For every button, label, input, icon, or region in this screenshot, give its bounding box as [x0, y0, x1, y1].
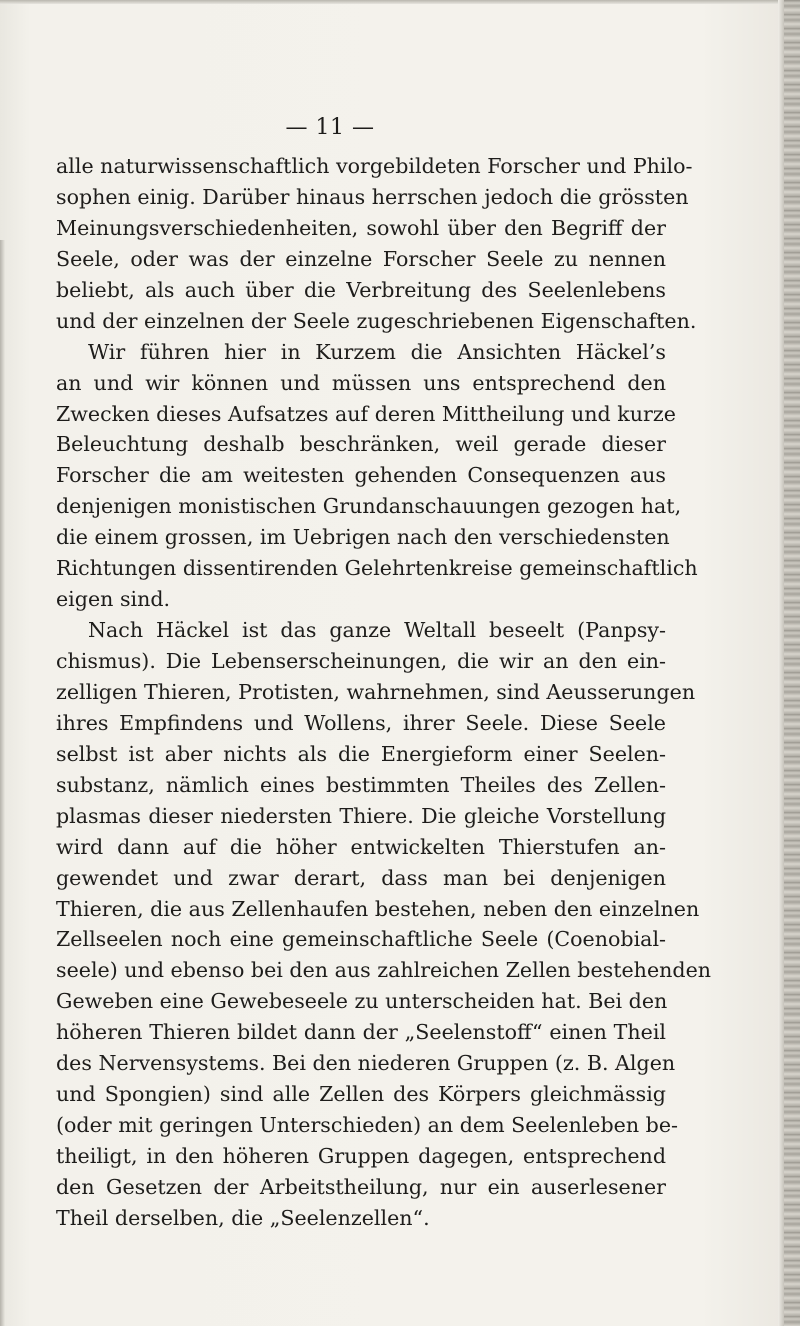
text-line: sophen einig. Darüber hinaus herrschen jedoch die grössten — [56, 184, 689, 209]
left-page-edge — [0, 240, 5, 1326]
text-line: höheren Thieren bildet dann der „Seelenstoff“ einen Theil — [56, 1020, 666, 1045]
text-line: (oder mit geringen Unterschieden) an dem Seelenleben be- — [56, 1113, 678, 1138]
text-line: eigen sind. — [56, 587, 171, 612]
text-line: denjenigen monistischen Grundanschauungen gezogen hat, — [56, 494, 682, 519]
text-line: zelligen Thieren, Protisten, wahrnehmen, sind Aeusserungen — [56, 679, 696, 704]
text-line: gewendet und zwar derart, dass man bei denjenigen — [56, 865, 666, 890]
text-line: selbst ist aber nichts als die Energieform einer Seelen- — [56, 741, 666, 766]
body-text — [56, 151, 712, 1234]
text-line: beliebt, als auch über die Verbreitung des Seelenlebens — [56, 277, 666, 302]
page-number: — 11 — — [285, 115, 375, 140]
text-line: Zellseelen noch eine gemeinschaftliche Seele (Coenobial- — [56, 927, 666, 952]
text-line: Nach Häckel ist das ganze Weltall beseelt (Panpsy- — [88, 618, 666, 643]
text-line: Beleuchtung deshalb beschränken, weil gerade dieser — [56, 432, 666, 457]
top-edge-shadow — [0, 0, 800, 4]
text-line: Meinungsverschiedenheiten, sowohl über den Begriff der — [56, 215, 666, 240]
text-line: alle naturwissenschaftlich vorgebildeten Forscher und Philo- — [56, 154, 693, 178]
text-line: ihres Empfindens und Wollens, ihrer Seele. Diese Seele — [56, 710, 666, 735]
text-line: wird dann auf die höher entwickelten Thierstufen an- — [56, 834, 666, 859]
text-line: Seele, oder was der einzelne Forscher Seele zu nennen — [56, 246, 666, 271]
text-line: und Spongien) sind alle Zellen des Körpers gleichmässig — [56, 1082, 666, 1107]
text-line: Zwecken dieses Aufsatzes auf deren Mittheilung und kurze — [56, 401, 676, 426]
text-line: plasmas dieser niedersten Thiere. Die gleiche Vorstellung — [56, 803, 666, 828]
text-line: Forscher die am weitesten gehenden Consequenzen aus — [56, 463, 666, 488]
text-line: substanz, nämlich eines bestimmten Theiles des Zellen- — [56, 772, 666, 797]
text-line: Wir führen hier in Kurzem die Ansichten Häckel’s — [88, 339, 666, 364]
text-line: chismus). Die Lebenserscheinungen, die wir an den ein- — [56, 649, 666, 673]
text-line: Theil derselben, die „Seelenzellen“. — [56, 1205, 430, 1230]
text-line: Richtungen dissentirenden Gelehrtenkreise gemeinschaftlich — [56, 556, 698, 581]
text-line: des Nervensystems. Bei den niederen Gruppen (z. B. Algen — [56, 1051, 676, 1076]
right-page-edge — [784, 0, 800, 1326]
text-line: und der einzelnen der Seele zugeschriebenen Eigenschaften. — [56, 308, 697, 333]
text-line: seele) und ebenso bei den aus zahlreichen Zellen bestehenden — [56, 958, 712, 983]
text-line: theiligt, in den höheren Gruppen dagegen, entsprechend — [56, 1144, 666, 1168]
text-line: die einem grossen, im Uebrigen nach den verschiedensten — [56, 525, 670, 550]
text-line: an und wir können und müssen uns entsprechend den — [56, 370, 666, 395]
text-line: den Gesetzen der Arbeitstheilung, nur ein auserlesener — [56, 1174, 666, 1199]
text-line: Geweben eine Gewebeseele zu unterscheiden hat. Bei den — [56, 989, 668, 1014]
text-line: Thieren, die aus Zellenhaufen bestehen, neben den einzelnen — [56, 896, 700, 921]
